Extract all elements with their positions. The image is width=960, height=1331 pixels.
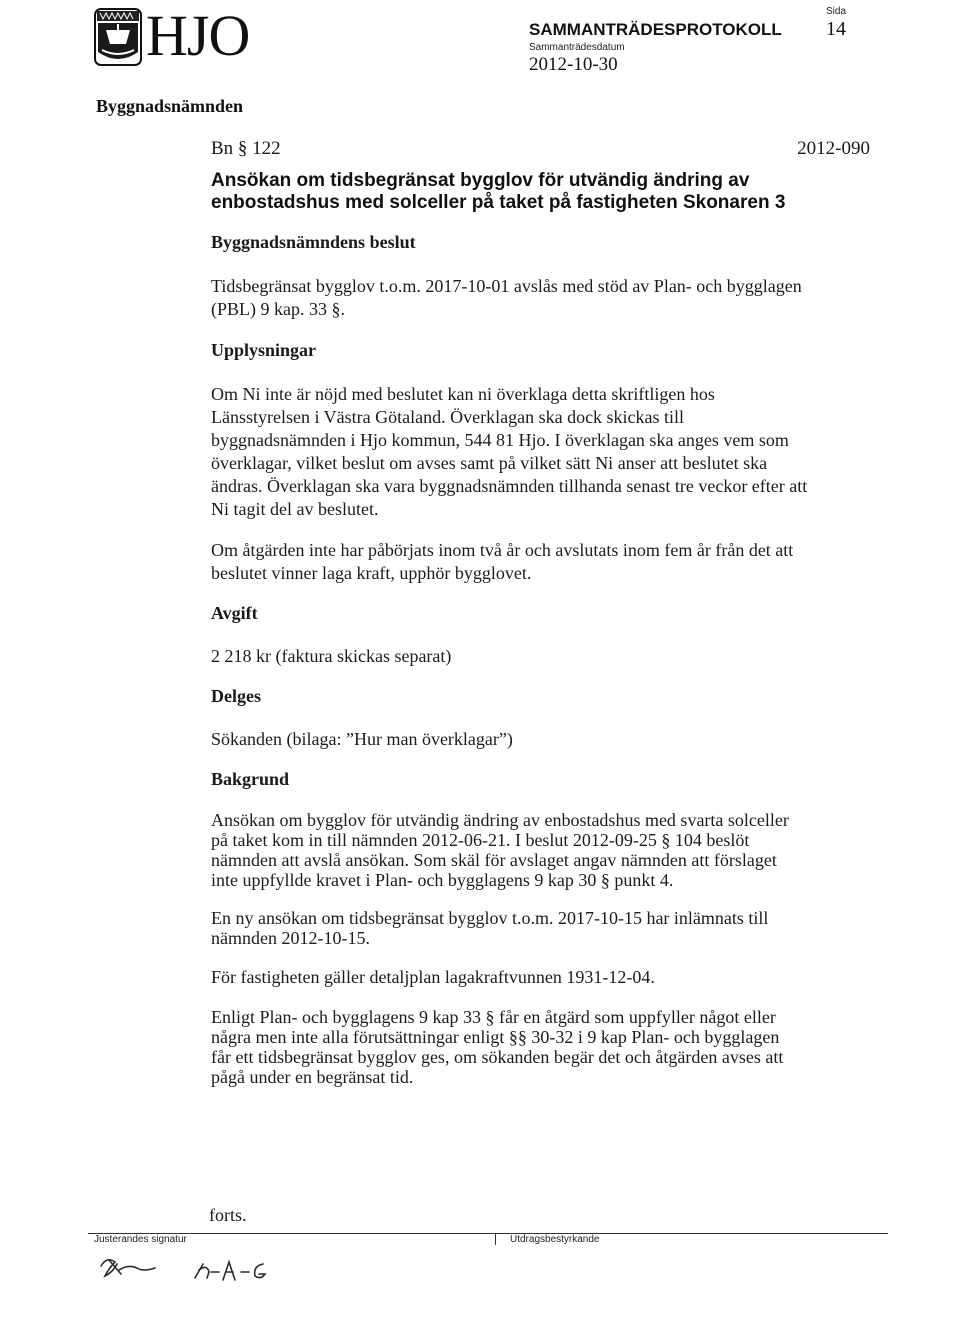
background-line: Ansökan om bygglov för utvändig ändring av enbostadshus med svarta solceller [211,810,789,830]
municipality-logo-text: HJO [146,3,250,68]
appeal-paragraph [211,383,851,521]
footer-divider-line [88,1233,888,1234]
appeal-line: Ni tagit del av beslutet. [211,499,379,519]
document-type: SAMMANTRÄDESPROTOKOLL [529,20,782,39]
background-line: inte uppfyllde kravet i Plan- och bygglagens 9 kap 30 § punkt 4. [211,870,674,890]
new-application-line: En ny ansökan om tidsbegränsat bygglov t.o.m. 2017-10-15 har inlämnats till [211,908,769,928]
footer-column-divider [495,1233,496,1245]
fee-heading: Avgift [211,603,258,623]
case-title-line: Ansökan om tidsbegränsat bygglov för utvändig ändring av [211,170,750,191]
validity-line: Om åtgärden inte har påbörjats inom två år och avslutats inom fem år från det att [211,540,794,560]
decision-line: Tidsbegränsat bygglov t.o.m. 2017-10-01 avslås med stöd av Plan- och bygglagen [211,276,802,296]
decision-line: (PBL) 9 kap. 33 §. [211,299,345,319]
signature-label: Justerandes signatur [94,1234,187,1245]
case-paragraph-id: Bn § 122 [211,138,281,159]
page-label: Sida [826,6,847,17]
case-number: 2012-090 [797,138,870,159]
hjo-coat-of-arms-icon [94,8,142,66]
case-title [211,170,831,214]
validity-paragraph [211,539,851,585]
distribution-text: Sökanden (bilaga: ”Hur man överklagar”) [211,729,513,749]
legal-basis-line: pågå under en begränsat tid. [211,1067,414,1087]
meeting-date-label: Sammanträdesdatum [529,42,625,53]
fee-text: 2 218 kr (faktura skickas separat) [211,646,452,666]
appeal-line: överklagar, vilket beslut om avses samt på vilket sätt Ni anser att beslutet ska [211,453,768,473]
validity-line: beslutet vinner laga kraft, upphör bygglovet. [211,563,532,583]
legal-basis-line: får ett tidsbegränsat bygglov ges, om sökanden begär det och åtgärden avses att [211,1047,784,1067]
legal-basis-line: några men inte alla förutsättningar enligt §§ 30-32 i 9 kap Plan- och bygglagen [211,1027,780,1047]
background-line: nämnden att avslå ansökan. Som skäl för avslaget angav nämnden att förslaget [211,850,777,870]
legal-basis-paragraph [211,1007,851,1087]
decision-heading: Byggnadsnämndens beslut [211,232,416,252]
appeal-line: Om Ni inte är nöjd med beslutet kan ni överklaga detta skriftligen hos [211,384,715,404]
handwritten-initials [95,1246,295,1286]
background-line: på taket kom in till nämnden 2012-06-21. I beslut 2012-09-25 § 104 beslöt [211,830,750,850]
page-number: 14 [826,18,846,40]
legal-basis-line: Enligt Plan- och bygglagens 9 kap 33 § får en åtgärd som uppfyller något eller [211,1007,776,1027]
zoning-plan-text: För fastigheten gäller detaljplan lagakraftvunnen 1931-12-04. [211,967,655,987]
new-application-paragraph [211,908,851,948]
continued-note: forts. [209,1205,247,1225]
certifier-label: Utdragsbestyrkande [510,1234,600,1245]
background-paragraph [211,810,851,890]
distribution-heading: Delges [211,686,261,706]
info-heading: Upplysningar [211,340,317,360]
background-heading: Bakgrund [211,769,290,789]
case-title-line: enbostadshus med solceller på taket på fastigheten Skonaren 3 [211,192,786,213]
meeting-date: 2012-10-30 [529,54,618,75]
committee-name: Byggnadsnämnden [96,96,244,116]
appeal-line: Länsstyrelsen i Västra Götaland. Överklagan ska dock skickas till [211,407,685,427]
appeal-line: ändras. Överklagan ska vara byggnadsnämnden tillhanda senast tre veckor efter att [211,476,808,496]
decision-text [211,275,851,321]
new-application-line: nämnden 2012-10-15. [211,928,370,948]
appeal-line: byggnadsnämnden i Hjo kommun, 544 81 Hjo. I överklagan ska anges vem som [211,430,789,450]
